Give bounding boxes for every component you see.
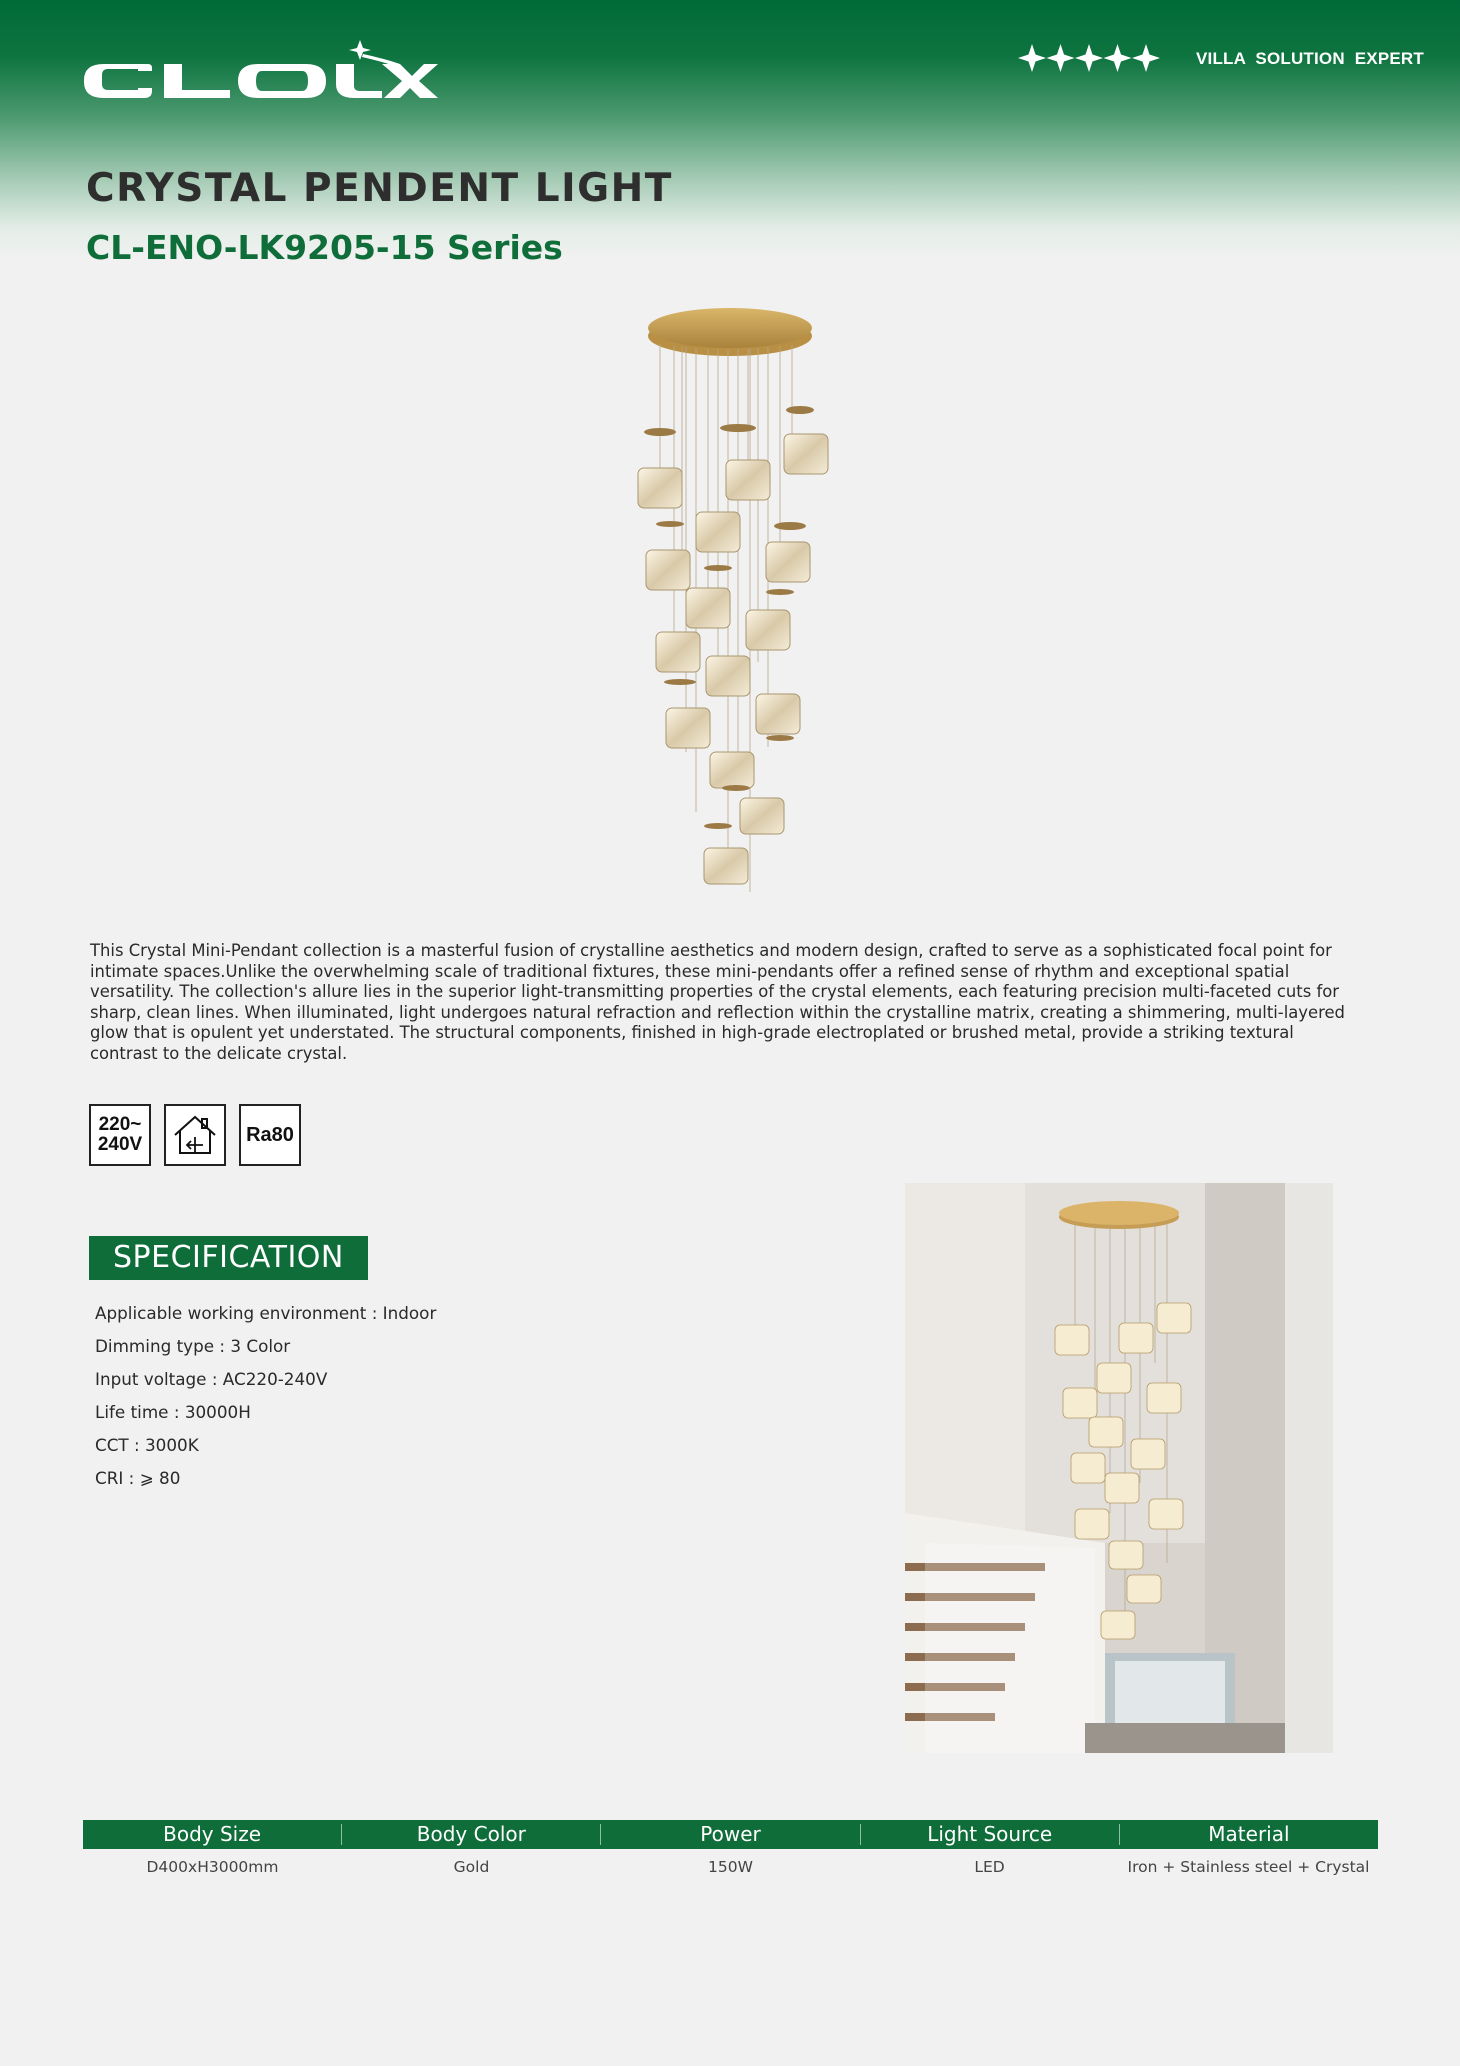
table-cell: LED <box>974 1858 1005 1876</box>
indoor-house-icon <box>164 1104 226 1166</box>
column-header: Light Source <box>861 1824 1120 1845</box>
spec-item: Applicable working environment : Indoor <box>95 1303 437 1323</box>
voltage-badge <box>89 1104 151 1166</box>
table-row <box>83 1849 1378 1885</box>
specification-list <box>95 1303 436 1501</box>
column-header: Power <box>601 1824 860 1845</box>
product-title: CRYSTAL PENDENT LIGHT <box>86 166 673 211</box>
column-header: Body Color <box>342 1824 601 1845</box>
specification-heading: SPECIFICATION <box>89 1236 368 1280</box>
voltage-badge-line1: 220~ <box>98 1114 142 1135</box>
spec-item: Input voltage : AC220-240V <box>95 1369 328 1389</box>
cri-badge: Ra80 <box>239 1104 301 1166</box>
tagline: VILLA SOLUTION EXPERT <box>1196 49 1424 68</box>
table-cell: Iron + Stainless steel + Crystal <box>1127 1858 1370 1876</box>
room-scene-image <box>905 1183 1333 1753</box>
table-cell: 150W <box>708 1858 753 1876</box>
table-cell: Gold <box>453 1858 490 1876</box>
pendant-light-product-image <box>630 292 830 892</box>
spec-item: Dimming type : 3 Color <box>95 1336 291 1356</box>
spec-item: CRI : ⩾ 80 <box>95 1468 181 1488</box>
spec-item: Life time : 30000H <box>95 1402 251 1422</box>
product-series: CL-ENO-LK9205-15 Series <box>86 228 563 267</box>
five-stars-icon <box>1018 40 1160 76</box>
product-table-header <box>83 1820 1378 1849</box>
column-header: Body Size <box>83 1824 342 1845</box>
product-description: This Crystal Mini-Pendant collection is a masterful fusion of crystalline aesthetics and modern design, crafted to serve as a sophisticated focal point for intimate spaces.Unlike the overwhelming scale of traditional fixtures, these mini-pendants offer a refined sense of rhythm and exceptional spatial versatility. The collection's allure lies in the superior light-transmitting properties of the crystal elements, each featuring precision multi-faceted cuts for sharp, clean lines. When illuminated, light undergoes natural refraction and reflection within the crystalline matrix, creating a shimmering, multi-layered glow that is opulent yet understated. The structural components, finished in high-grade electroplated or brushed metal, provide a striking textural contrast to the delicate crystal. <box>90 941 1345 1063</box>
table-cell: D400xH3000mm <box>146 1858 279 1876</box>
product-table <box>83 1820 1378 1885</box>
header-band <box>0 0 1460 260</box>
feature-badges <box>89 1104 301 1166</box>
voltage-badge-line2: 240V <box>97 1134 143 1155</box>
column-header: Material <box>1208 1822 1290 1846</box>
spec-item: CCT : 3000K <box>95 1435 199 1455</box>
cloux-logo <box>82 40 438 106</box>
